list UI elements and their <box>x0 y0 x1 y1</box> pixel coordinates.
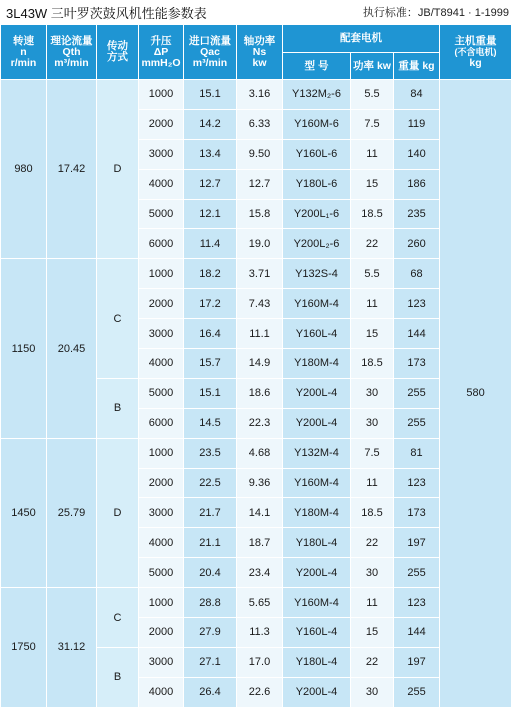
inlet-cell: 18.2 <box>184 259 237 289</box>
power-cell: 18.5 <box>351 349 394 379</box>
power-cell: 11 <box>351 588 394 618</box>
header-flow-label: 理论流量 <box>50 34 93 47</box>
drive-cell: B <box>97 647 139 707</box>
speed-cell: 980 <box>1 80 47 259</box>
pressure-cell: 5000 <box>139 558 184 588</box>
shaft-cell: 14.9 <box>237 349 283 379</box>
header-shaft-unit: kw <box>252 56 267 69</box>
pressure-cell: 4000 <box>139 349 184 379</box>
header-main-weight-unit: kg <box>469 56 482 69</box>
pressure-cell: 5000 <box>139 378 184 408</box>
inlet-cell: 12.7 <box>184 169 237 199</box>
power-cell: 7.5 <box>351 438 394 468</box>
weight-cell: 255 <box>394 558 440 588</box>
model-cell: Y160L-6 <box>283 139 351 169</box>
header-shaft-label: 轴功率 <box>243 34 276 47</box>
shaft-cell: 6.33 <box>237 109 283 139</box>
model-cell: Y200L-4 <box>283 558 351 588</box>
inlet-cell: 23.5 <box>184 438 237 468</box>
shaft-cell: 7.43 <box>237 289 283 319</box>
weight-cell: 81 <box>394 438 440 468</box>
flow-cell: 31.12 <box>47 588 97 708</box>
pressure-cell: 1000 <box>139 438 184 468</box>
shaft-cell: 5.65 <box>237 588 283 618</box>
header-inlet-unit: m³/min <box>192 56 228 69</box>
header-weight: 重量 kg <box>394 53 440 80</box>
table-row <box>1 438 512 468</box>
flow-cell: 17.42 <box>47 80 97 259</box>
model-cell: Y180M-4 <box>283 498 351 528</box>
header-pressure-unit: mmH₂O <box>141 56 181 69</box>
pressure-cell: 3000 <box>139 319 184 349</box>
pressure-cell: 5000 <box>139 199 184 229</box>
header-drive-label-2: 方式 <box>107 51 128 63</box>
weight-cell: 260 <box>394 229 440 259</box>
flow-cell: 25.79 <box>47 438 97 587</box>
pressure-cell: 1000 <box>139 259 184 289</box>
header-inlet-flow <box>184 25 237 80</box>
title-bar <box>0 0 513 22</box>
shaft-cell: 18.7 <box>237 528 283 558</box>
shaft-cell: 12.7 <box>237 169 283 199</box>
weight-cell: 255 <box>394 378 440 408</box>
header-shaft-power <box>237 25 283 80</box>
model-cell: Y160M-6 <box>283 109 351 139</box>
weight-cell: 197 <box>394 647 440 677</box>
shaft-cell: 9.50 <box>237 139 283 169</box>
header-pressure <box>139 25 184 80</box>
shaft-cell: 15.8 <box>237 199 283 229</box>
pressure-cell: 6000 <box>139 408 184 438</box>
pressure-cell: 2000 <box>139 109 184 139</box>
standard-label: 执行标准：JB/T8941 · 1-1999 <box>362 7 509 19</box>
weight-cell: 140 <box>394 139 440 169</box>
drive-cell: C <box>97 259 139 379</box>
drive-cell: D <box>97 438 139 587</box>
inlet-cell: 22.5 <box>184 468 237 498</box>
shaft-cell: 18.6 <box>237 378 283 408</box>
table-row <box>1 588 512 618</box>
shaft-cell: 17.0 <box>237 647 283 677</box>
power-cell: 30 <box>351 378 394 408</box>
header-model: 型 号 <box>283 53 351 80</box>
model-cell: Y132M-4 <box>283 438 351 468</box>
speed-cell: 1450 <box>1 438 47 587</box>
pressure-cell: 4000 <box>139 528 184 558</box>
weight-cell: 123 <box>394 289 440 319</box>
speed-cell: 1750 <box>1 588 47 708</box>
inlet-cell: 21.7 <box>184 498 237 528</box>
shaft-cell: 3.16 <box>237 80 283 110</box>
weight-cell: 235 <box>394 199 440 229</box>
pressure-cell: 3000 <box>139 498 184 528</box>
inlet-cell: 15.1 <box>184 378 237 408</box>
model-cell: Y180L-4 <box>283 528 351 558</box>
power-cell: 30 <box>351 558 394 588</box>
header-drive <box>97 25 139 80</box>
performance-table <box>0 24 512 708</box>
weight-cell: 144 <box>394 618 440 648</box>
main-weight-cell: 580 <box>440 80 512 708</box>
table-row <box>1 259 512 289</box>
pressure-cell: 4000 <box>139 169 184 199</box>
document-title: 3L43W 三叶罗茨鼓风机性能参数表 <box>6 6 207 21</box>
inlet-cell: 15.1 <box>184 80 237 110</box>
pressure-cell: 2000 <box>139 289 184 319</box>
weight-cell: 144 <box>394 319 440 349</box>
weight-cell: 173 <box>394 349 440 379</box>
weight-cell: 173 <box>394 498 440 528</box>
flow-cell: 20.45 <box>47 259 97 438</box>
weight-cell: 186 <box>394 169 440 199</box>
power-cell: 11 <box>351 139 394 169</box>
inlet-cell: 21.1 <box>184 528 237 558</box>
model-cell: Y180L-6 <box>283 169 351 199</box>
pressure-cell: 3000 <box>139 647 184 677</box>
header-main-weight-note: (不含电机) <box>454 46 497 57</box>
inlet-cell: 20.4 <box>184 558 237 588</box>
inlet-cell: 13.4 <box>184 139 237 169</box>
pressure-cell: 3000 <box>139 139 184 169</box>
header-shaft-symbol: Ns <box>252 45 267 58</box>
shaft-cell: 9.36 <box>237 468 283 498</box>
inlet-cell: 17.2 <box>184 289 237 319</box>
inlet-cell: 27.9 <box>184 618 237 648</box>
model-cell: Y132S-4 <box>283 259 351 289</box>
inlet-cell: 15.7 <box>184 349 237 379</box>
power-cell: 11 <box>351 289 394 319</box>
weight-cell: 255 <box>394 677 440 707</box>
header-inlet-symbol: Qac <box>200 45 220 58</box>
power-cell: 7.5 <box>351 109 394 139</box>
header-speed-unit: r/min <box>10 56 37 69</box>
model-cell: Y200L₂-6 <box>283 229 351 259</box>
inlet-cell: 28.8 <box>184 588 237 618</box>
weight-cell: 123 <box>394 468 440 498</box>
weight-cell: 255 <box>394 408 440 438</box>
speed-cell: 1150 <box>1 259 47 438</box>
drive-cell: C <box>97 588 139 648</box>
shaft-cell: 23.4 <box>237 558 283 588</box>
weight-cell: 84 <box>394 80 440 110</box>
header-flow-unit: m³/min <box>54 56 89 69</box>
header-inlet-label: 进口流量 <box>189 34 231 47</box>
power-cell: 5.5 <box>351 80 394 110</box>
pressure-cell: 2000 <box>139 468 184 498</box>
header-pressure-label: 升压 <box>150 34 172 47</box>
table-row <box>1 80 512 110</box>
header-speed <box>1 25 47 80</box>
weight-cell: 119 <box>394 109 440 139</box>
model-cell: Y160L-4 <box>283 618 351 648</box>
model-cell: Y160L-4 <box>283 319 351 349</box>
inlet-cell: 14.2 <box>184 109 237 139</box>
shaft-cell: 11.1 <box>237 319 283 349</box>
model-cell: Y160M-4 <box>283 289 351 319</box>
shaft-cell: 22.3 <box>237 408 283 438</box>
header-drive-label: 传动 <box>107 40 128 52</box>
model-cell: Y160M-4 <box>283 468 351 498</box>
drive-cell: D <box>97 80 139 259</box>
header-main-weight <box>440 25 512 80</box>
pressure-cell: 6000 <box>139 229 184 259</box>
header-motor-group: 配套电机 <box>283 25 440 53</box>
shaft-cell: 14.1 <box>237 498 283 528</box>
inlet-cell: 11.4 <box>184 229 237 259</box>
power-cell: 22 <box>351 229 394 259</box>
drive-cell: B <box>97 378 139 438</box>
shaft-cell: 4.68 <box>237 438 283 468</box>
header-flow <box>47 25 97 80</box>
power-cell: 22 <box>351 528 394 558</box>
power-cell: 18.5 <box>351 199 394 229</box>
weight-cell: 123 <box>394 588 440 618</box>
inlet-cell: 26.4 <box>184 677 237 707</box>
inlet-cell: 27.1 <box>184 647 237 677</box>
inlet-cell: 14.5 <box>184 408 237 438</box>
weight-cell: 197 <box>394 528 440 558</box>
header-main-weight-label: 主机重量 <box>454 34 497 47</box>
power-cell: 15 <box>351 618 394 648</box>
power-cell: 15 <box>351 319 394 349</box>
inlet-cell: 16.4 <box>184 319 237 349</box>
shaft-cell: 3.71 <box>237 259 283 289</box>
power-cell: 18.5 <box>351 498 394 528</box>
header-flow-symbol: Qth <box>62 45 81 58</box>
header-power: 功率 kw <box>351 53 394 80</box>
power-cell: 30 <box>351 677 394 707</box>
power-cell: 30 <box>351 408 394 438</box>
power-cell: 15 <box>351 169 394 199</box>
model-cell: Y160M-4 <box>283 588 351 618</box>
power-cell: 22 <box>351 647 394 677</box>
shaft-cell: 19.0 <box>237 229 283 259</box>
model-cell: Y180L-4 <box>283 647 351 677</box>
weight-cell: 68 <box>394 259 440 289</box>
inlet-cell: 12.1 <box>184 199 237 229</box>
header-speed-symbol: n <box>20 45 27 58</box>
model-cell: Y132M₂-6 <box>283 80 351 110</box>
header-pressure-symbol: ΔP <box>153 45 169 58</box>
table-body <box>1 80 512 708</box>
model-cell: Y200L₁-6 <box>283 199 351 229</box>
model-cell: Y200L-4 <box>283 677 351 707</box>
header-speed-label: 转速 <box>13 34 34 47</box>
pressure-cell: 4000 <box>139 677 184 707</box>
pressure-cell: 1000 <box>139 588 184 618</box>
shaft-cell: 22.6 <box>237 677 283 707</box>
power-cell: 11 <box>351 468 394 498</box>
model-cell: Y180M-4 <box>283 349 351 379</box>
pressure-cell: 1000 <box>139 80 184 110</box>
model-cell: Y200L-4 <box>283 378 351 408</box>
shaft-cell: 11.3 <box>237 618 283 648</box>
model-cell: Y200L-4 <box>283 408 351 438</box>
pressure-cell: 2000 <box>139 618 184 648</box>
power-cell: 5.5 <box>351 259 394 289</box>
